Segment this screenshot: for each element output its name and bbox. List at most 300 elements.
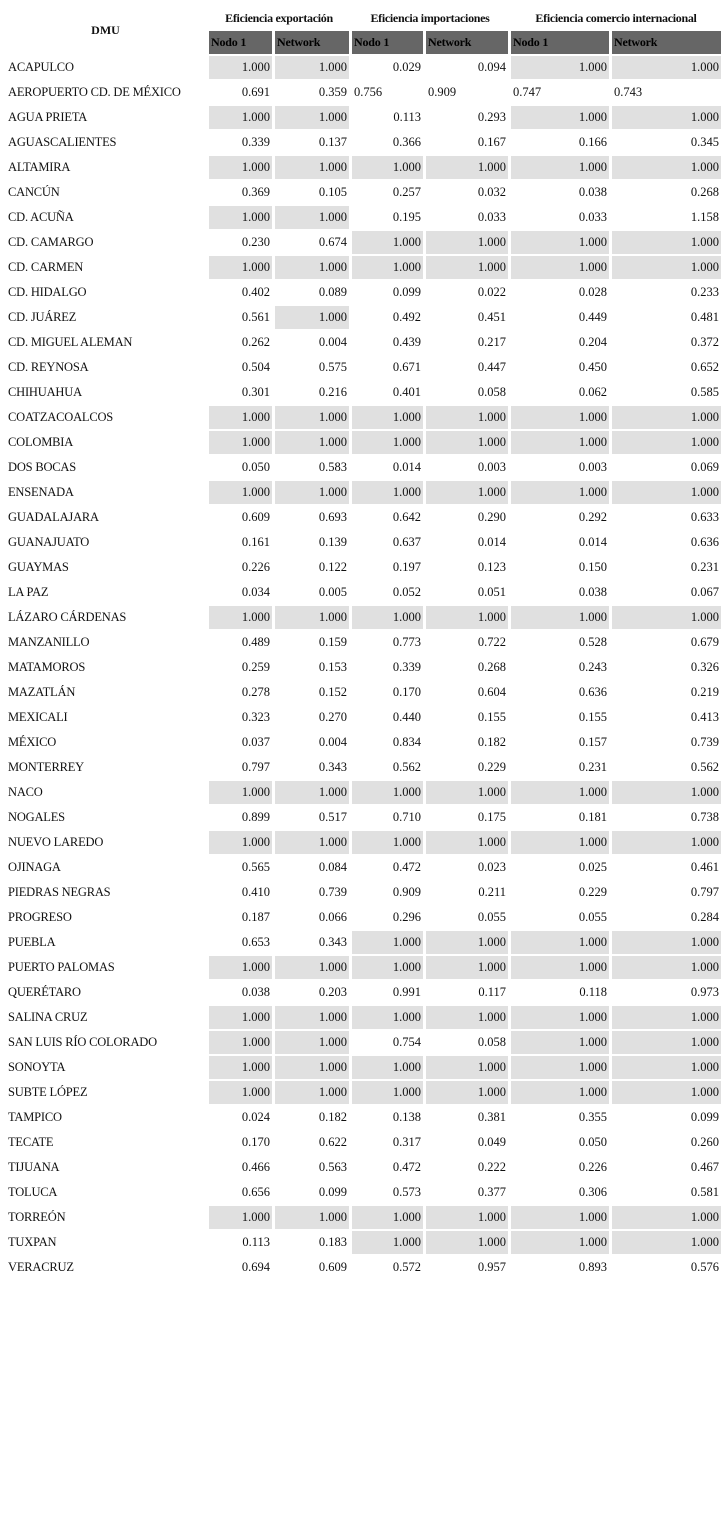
- value-cell: 0.187: [209, 906, 272, 931]
- dmu-name: LÁZARO CÁRDENAS: [5, 606, 206, 631]
- value-cell: 1.000: [426, 1006, 508, 1031]
- value-cell: 1.000: [209, 206, 272, 231]
- value-cell: 0.653: [209, 931, 272, 956]
- table-row: [5, 956, 721, 981]
- value-cell: 1.000: [209, 256, 272, 281]
- table-row: [5, 256, 721, 281]
- table-row: [5, 156, 721, 181]
- value-cell: 0.756: [352, 81, 423, 106]
- value-cell: 0.167: [426, 131, 508, 156]
- value-cell: 0.217: [426, 331, 508, 356]
- value-cell: 1.000: [275, 1031, 349, 1056]
- dmu-name: SUBTE LÓPEZ: [5, 1081, 206, 1106]
- dmu-name: DOS BOCAS: [5, 456, 206, 481]
- table-row: [5, 556, 721, 581]
- table-row: [5, 431, 721, 456]
- table-row: [5, 756, 721, 781]
- value-cell: 1.000: [612, 781, 721, 806]
- dmu-name: GUAYMAS: [5, 556, 206, 581]
- value-cell: 0.123: [426, 556, 508, 581]
- value-cell: 0.410: [209, 881, 272, 906]
- dmu-name: SALINA CRUZ: [5, 1006, 206, 1031]
- dmu-name: ACAPULCO: [5, 56, 206, 81]
- value-cell: 0.003: [511, 456, 609, 481]
- value-cell: 0.226: [511, 1156, 609, 1181]
- dmu-name: MAZATLÁN: [5, 681, 206, 706]
- value-cell: 0.991: [352, 981, 423, 1006]
- value-cell: 0.094: [426, 56, 508, 81]
- value-cell: 1.000: [275, 256, 349, 281]
- value-cell: 0.637: [352, 531, 423, 556]
- value-cell: 0.032: [426, 181, 508, 206]
- subheader-export-network: Network: [275, 31, 349, 56]
- table-row: [5, 506, 721, 531]
- table-row: [5, 1006, 721, 1031]
- value-cell: 0.656: [209, 1181, 272, 1206]
- value-cell: 0.439: [352, 331, 423, 356]
- value-cell: 1.000: [511, 1031, 609, 1056]
- value-cell: 0.033: [511, 206, 609, 231]
- value-cell: 0.118: [511, 981, 609, 1006]
- value-cell: 1.000: [352, 931, 423, 956]
- dmu-name: TIJUANA: [5, 1156, 206, 1181]
- value-cell: 0.472: [352, 856, 423, 881]
- value-cell: 1.000: [426, 1081, 508, 1106]
- value-cell: 0.260: [612, 1131, 721, 1156]
- value-cell: 0.679: [612, 631, 721, 656]
- value-cell: 1.000: [352, 1006, 423, 1031]
- dmu-name: CD. JUÁREZ: [5, 306, 206, 331]
- subheader-import-network: Network: [426, 31, 508, 56]
- table-row: [5, 1231, 721, 1256]
- value-cell: 0.747: [511, 81, 609, 106]
- value-cell: 1.000: [511, 481, 609, 506]
- value-cell: 0.743: [612, 81, 721, 106]
- value-cell: 0.170: [352, 681, 423, 706]
- dmu-name: AGUA PRIETA: [5, 106, 206, 131]
- value-cell: 0.216: [275, 381, 349, 406]
- value-cell: 0.909: [426, 81, 508, 106]
- table-row: [5, 931, 721, 956]
- value-cell: 1.000: [511, 1231, 609, 1256]
- dmu-name: GUADALAJARA: [5, 506, 206, 531]
- value-cell: 0.099: [275, 1181, 349, 1206]
- subheader-import-nodo1: Nodo 1: [352, 31, 423, 56]
- value-cell: 0.084: [275, 856, 349, 881]
- value-cell: 0.229: [426, 756, 508, 781]
- value-cell: 1.000: [275, 481, 349, 506]
- value-cell: 1.000: [209, 1081, 272, 1106]
- value-cell: 1.000: [612, 106, 721, 131]
- dmu-name: NUEVO LAREDO: [5, 831, 206, 856]
- dmu-name: CHIHUAHUA: [5, 381, 206, 406]
- value-cell: 0.033: [426, 206, 508, 231]
- table-row: [5, 681, 721, 706]
- value-cell: 0.243: [511, 656, 609, 681]
- table-row: [5, 331, 721, 356]
- value-cell: 0.005: [275, 581, 349, 606]
- value-cell: 0.339: [352, 656, 423, 681]
- value-cell: 0.581: [612, 1181, 721, 1206]
- dmu-header: DMU: [91, 23, 120, 37]
- value-cell: 0.037: [209, 731, 272, 756]
- value-cell: 1.000: [426, 481, 508, 506]
- value-cell: 1.000: [511, 956, 609, 981]
- value-cell: 1.000: [426, 831, 508, 856]
- value-cell: 0.693: [275, 506, 349, 531]
- table-row: [5, 906, 721, 931]
- value-cell: 0.372: [612, 331, 721, 356]
- value-cell: 1.000: [209, 56, 272, 81]
- value-cell: 0.369: [209, 181, 272, 206]
- dmu-name: NOGALES: [5, 806, 206, 831]
- dmu-name: LA PAZ: [5, 581, 206, 606]
- value-cell: 1.000: [352, 831, 423, 856]
- value-cell: 0.175: [426, 806, 508, 831]
- value-cell: 0.293: [426, 106, 508, 131]
- value-cell: 0.576: [612, 1256, 721, 1281]
- value-cell: 0.797: [209, 756, 272, 781]
- value-cell: 1.000: [426, 781, 508, 806]
- value-cell: 1.000: [511, 156, 609, 181]
- value-cell: 1.000: [612, 406, 721, 431]
- value-cell: 0.113: [209, 1231, 272, 1256]
- value-cell: 1.000: [275, 106, 349, 131]
- value-cell: 1.000: [612, 481, 721, 506]
- value-cell: 1.000: [612, 831, 721, 856]
- value-cell: 0.317: [352, 1131, 423, 1156]
- value-cell: 1.000: [209, 406, 272, 431]
- value-cell: 0.278: [209, 681, 272, 706]
- value-cell: 1.000: [275, 606, 349, 631]
- value-cell: 1.000: [511, 1081, 609, 1106]
- value-cell: 1.000: [275, 831, 349, 856]
- dmu-name: MÉXICO: [5, 731, 206, 756]
- value-cell: 0.481: [612, 306, 721, 331]
- value-cell: 1.000: [209, 106, 272, 131]
- value-cell: 0.024: [209, 1106, 272, 1131]
- value-cell: 1.000: [426, 1206, 508, 1231]
- table-row: [5, 706, 721, 731]
- value-cell: 1.000: [275, 56, 349, 81]
- dmu-name: CD. MIGUEL ALEMAN: [5, 331, 206, 356]
- value-cell: 0.773: [352, 631, 423, 656]
- value-cell: 1.000: [209, 1206, 272, 1231]
- value-cell: 1.000: [275, 156, 349, 181]
- value-cell: 0.957: [426, 1256, 508, 1281]
- value-cell: 0.973: [612, 981, 721, 1006]
- value-cell: 0.528: [511, 631, 609, 656]
- value-cell: 0.230: [209, 231, 272, 256]
- dmu-name: ALTAMIRA: [5, 156, 206, 181]
- value-cell: 0.739: [612, 731, 721, 756]
- table-row: [5, 981, 721, 1006]
- value-cell: 0.642: [352, 506, 423, 531]
- value-cell: 0.023: [426, 856, 508, 881]
- value-cell: 0.604: [426, 681, 508, 706]
- dmu-name: MEXICALI: [5, 706, 206, 731]
- value-cell: 1.000: [426, 231, 508, 256]
- value-cell: 0.038: [511, 581, 609, 606]
- value-cell: 0.893: [511, 1256, 609, 1281]
- value-cell: 0.204: [511, 331, 609, 356]
- value-cell: 0.038: [209, 981, 272, 1006]
- value-cell: 1.000: [511, 1056, 609, 1081]
- value-cell: 1.000: [209, 956, 272, 981]
- value-cell: 0.139: [275, 531, 349, 556]
- value-cell: 0.014: [352, 456, 423, 481]
- value-cell: 1.000: [511, 606, 609, 631]
- table-row: [5, 731, 721, 756]
- value-cell: 0.099: [352, 281, 423, 306]
- value-cell: 0.159: [275, 631, 349, 656]
- value-cell: 0.028: [511, 281, 609, 306]
- value-cell: 0.122: [275, 556, 349, 581]
- value-cell: 1.000: [352, 1081, 423, 1106]
- value-cell: 0.138: [352, 1106, 423, 1131]
- value-cell: 1.000: [612, 256, 721, 281]
- value-cell: 0.674: [275, 231, 349, 256]
- value-cell: 0.296: [352, 906, 423, 931]
- value-cell: 0.377: [426, 1181, 508, 1206]
- value-cell: 0.233: [612, 281, 721, 306]
- table-row: [5, 856, 721, 881]
- value-cell: 0.152: [275, 681, 349, 706]
- table-row: [5, 1106, 721, 1131]
- value-cell: 0.034: [209, 581, 272, 606]
- value-cell: 0.449: [511, 306, 609, 331]
- dmu-name: CD. ACUÑA: [5, 206, 206, 231]
- value-cell: 0.633: [612, 506, 721, 531]
- value-cell: 1.000: [612, 1231, 721, 1256]
- dmu-name: CD. HIDALGO: [5, 281, 206, 306]
- table-row: [5, 581, 721, 606]
- dmu-name: TAMPICO: [5, 1106, 206, 1131]
- value-cell: 1.000: [352, 1231, 423, 1256]
- value-cell: 0.066: [275, 906, 349, 931]
- value-cell: 1.000: [511, 1006, 609, 1031]
- value-cell: 0.058: [426, 1031, 508, 1056]
- dmu-name: MANZANILLO: [5, 631, 206, 656]
- value-cell: 1.000: [352, 956, 423, 981]
- value-cell: 0.636: [511, 681, 609, 706]
- value-cell: 0.489: [209, 631, 272, 656]
- dmu-name: CANCÚN: [5, 181, 206, 206]
- table-row: [5, 1181, 721, 1206]
- value-cell: 0.899: [209, 806, 272, 831]
- value-cell: 0.402: [209, 281, 272, 306]
- value-cell: 0.105: [275, 181, 349, 206]
- value-cell: 1.000: [426, 156, 508, 181]
- table-row: [5, 1256, 721, 1281]
- value-cell: 0.583: [275, 456, 349, 481]
- value-cell: 1.000: [511, 106, 609, 131]
- value-cell: 0.451: [426, 306, 508, 331]
- value-cell: 0.467: [612, 1156, 721, 1181]
- value-cell: 1.000: [275, 1081, 349, 1106]
- value-cell: 0.306: [511, 1181, 609, 1206]
- value-cell: 0.226: [209, 556, 272, 581]
- value-cell: 0.909: [352, 881, 423, 906]
- value-cell: 0.381: [426, 1106, 508, 1131]
- value-cell: 0.058: [426, 381, 508, 406]
- table-row: [5, 806, 721, 831]
- value-cell: 1.000: [209, 1056, 272, 1081]
- value-cell: 1.000: [511, 56, 609, 81]
- value-cell: 1.000: [612, 956, 721, 981]
- group-header-exportacion: Eficiencia exportación: [225, 10, 333, 25]
- value-cell: 0.754: [352, 1031, 423, 1056]
- value-cell: 0.050: [511, 1131, 609, 1156]
- value-cell: 0.355: [511, 1106, 609, 1131]
- value-cell: 0.447: [426, 356, 508, 381]
- value-cell: 0.229: [511, 881, 609, 906]
- subheader-export-nodo1: Nodo 1: [209, 31, 272, 56]
- value-cell: 0.413: [612, 706, 721, 731]
- value-cell: 0.585: [612, 381, 721, 406]
- value-cell: 1.000: [612, 1031, 721, 1056]
- table-row: [5, 1206, 721, 1231]
- value-cell: 1.000: [426, 1231, 508, 1256]
- table-row: [5, 631, 721, 656]
- value-cell: 1.000: [612, 1206, 721, 1231]
- value-cell: 1.000: [426, 1056, 508, 1081]
- value-cell: 1.000: [612, 1056, 721, 1081]
- value-cell: 1.000: [511, 781, 609, 806]
- value-cell: 0.211: [426, 881, 508, 906]
- value-cell: 1.000: [209, 606, 272, 631]
- value-cell: 0.472: [352, 1156, 423, 1181]
- table-row: [5, 131, 721, 156]
- dmu-name: OJINAGA: [5, 856, 206, 881]
- value-cell: 0.195: [352, 206, 423, 231]
- value-cell: 0.622: [275, 1131, 349, 1156]
- table-row: [5, 531, 721, 556]
- value-cell: 0.694: [209, 1256, 272, 1281]
- value-cell: 0.323: [209, 706, 272, 731]
- value-cell: 1.000: [209, 431, 272, 456]
- table-row: [5, 831, 721, 856]
- value-cell: 1.000: [426, 431, 508, 456]
- value-cell: 1.000: [275, 1206, 349, 1231]
- value-cell: 1.000: [209, 1006, 272, 1031]
- value-cell: 1.000: [511, 406, 609, 431]
- value-cell: 1.000: [352, 156, 423, 181]
- table-row: [5, 1031, 721, 1056]
- dmu-name: ENSENADA: [5, 481, 206, 506]
- value-cell: 0.004: [275, 731, 349, 756]
- table-body: [5, 56, 721, 1281]
- value-cell: 1.000: [275, 431, 349, 456]
- value-cell: 1.000: [275, 406, 349, 431]
- value-cell: 0.155: [426, 706, 508, 731]
- table-row: [5, 106, 721, 131]
- group-header-importaciones: Eficiencia importaciones: [370, 10, 490, 25]
- value-cell: 1.000: [612, 431, 721, 456]
- table-row: [5, 656, 721, 681]
- value-cell: 0.259: [209, 656, 272, 681]
- subheader-comercio-network: Network: [612, 31, 721, 56]
- value-cell: 0.401: [352, 381, 423, 406]
- value-cell: 0.609: [209, 506, 272, 531]
- value-cell: 0.219: [612, 681, 721, 706]
- value-cell: 1.000: [209, 1031, 272, 1056]
- table-row: [5, 881, 721, 906]
- value-cell: 1.000: [612, 56, 721, 81]
- value-cell: 0.345: [612, 131, 721, 156]
- value-cell: 0.222: [426, 1156, 508, 1181]
- value-cell: 0.055: [511, 906, 609, 931]
- value-cell: 0.450: [511, 356, 609, 381]
- dmu-name: COLOMBIA: [5, 431, 206, 456]
- value-cell: 0.461: [612, 856, 721, 881]
- value-cell: 0.051: [426, 581, 508, 606]
- value-cell: 0.014: [511, 531, 609, 556]
- dmu-name: MONTERREY: [5, 756, 206, 781]
- value-cell: 0.562: [352, 756, 423, 781]
- value-cell: 0.343: [275, 931, 349, 956]
- value-cell: 0.182: [275, 1106, 349, 1131]
- table-row: [5, 1156, 721, 1181]
- value-cell: 0.284: [612, 906, 721, 931]
- value-cell: 0.270: [275, 706, 349, 731]
- value-cell: 1.000: [352, 481, 423, 506]
- value-cell: 0.343: [275, 756, 349, 781]
- value-cell: 0.366: [352, 131, 423, 156]
- value-cell: 1.000: [275, 306, 349, 331]
- value-cell: 0.038: [511, 181, 609, 206]
- group-header-comercio: Eficiencia comercio internacional: [535, 10, 697, 25]
- value-cell: 0.055: [426, 906, 508, 931]
- value-cell: 0.339: [209, 131, 272, 156]
- value-cell: 0.067: [612, 581, 721, 606]
- value-cell: 0.182: [426, 731, 508, 756]
- value-cell: 0.062: [511, 381, 609, 406]
- value-cell: 0.301: [209, 381, 272, 406]
- table-row: [5, 381, 721, 406]
- value-cell: 0.492: [352, 306, 423, 331]
- value-cell: 1.000: [612, 1006, 721, 1031]
- value-cell: 1.000: [352, 431, 423, 456]
- value-cell: 0.691: [209, 81, 272, 106]
- dmu-name: SAN LUIS RÍO COLORADO: [5, 1031, 206, 1056]
- table-row: [5, 406, 721, 431]
- value-cell: 0.290: [426, 506, 508, 531]
- value-cell: 1.000: [612, 606, 721, 631]
- value-cell: 0.089: [275, 281, 349, 306]
- value-cell: 0.517: [275, 806, 349, 831]
- value-cell: 0.113: [352, 106, 423, 131]
- value-cell: 1.000: [275, 1006, 349, 1031]
- value-cell: 0.183: [275, 1231, 349, 1256]
- value-cell: 0.561: [209, 306, 272, 331]
- dmu-name: TECATE: [5, 1131, 206, 1156]
- value-cell: 1.000: [352, 1056, 423, 1081]
- table-row: [5, 456, 721, 481]
- value-cell: 0.069: [612, 456, 721, 481]
- value-cell: 1.000: [511, 256, 609, 281]
- dmu-name: TORREÓN: [5, 1206, 206, 1231]
- dmu-name: GUANAJUATO: [5, 531, 206, 556]
- value-cell: 0.268: [426, 656, 508, 681]
- value-cell: 0.440: [352, 706, 423, 731]
- value-cell: 1.000: [612, 931, 721, 956]
- value-cell: 1.000: [275, 781, 349, 806]
- value-cell: 0.137: [275, 131, 349, 156]
- value-cell: 1.000: [426, 606, 508, 631]
- value-cell: 0.573: [352, 1181, 423, 1206]
- value-cell: 0.161: [209, 531, 272, 556]
